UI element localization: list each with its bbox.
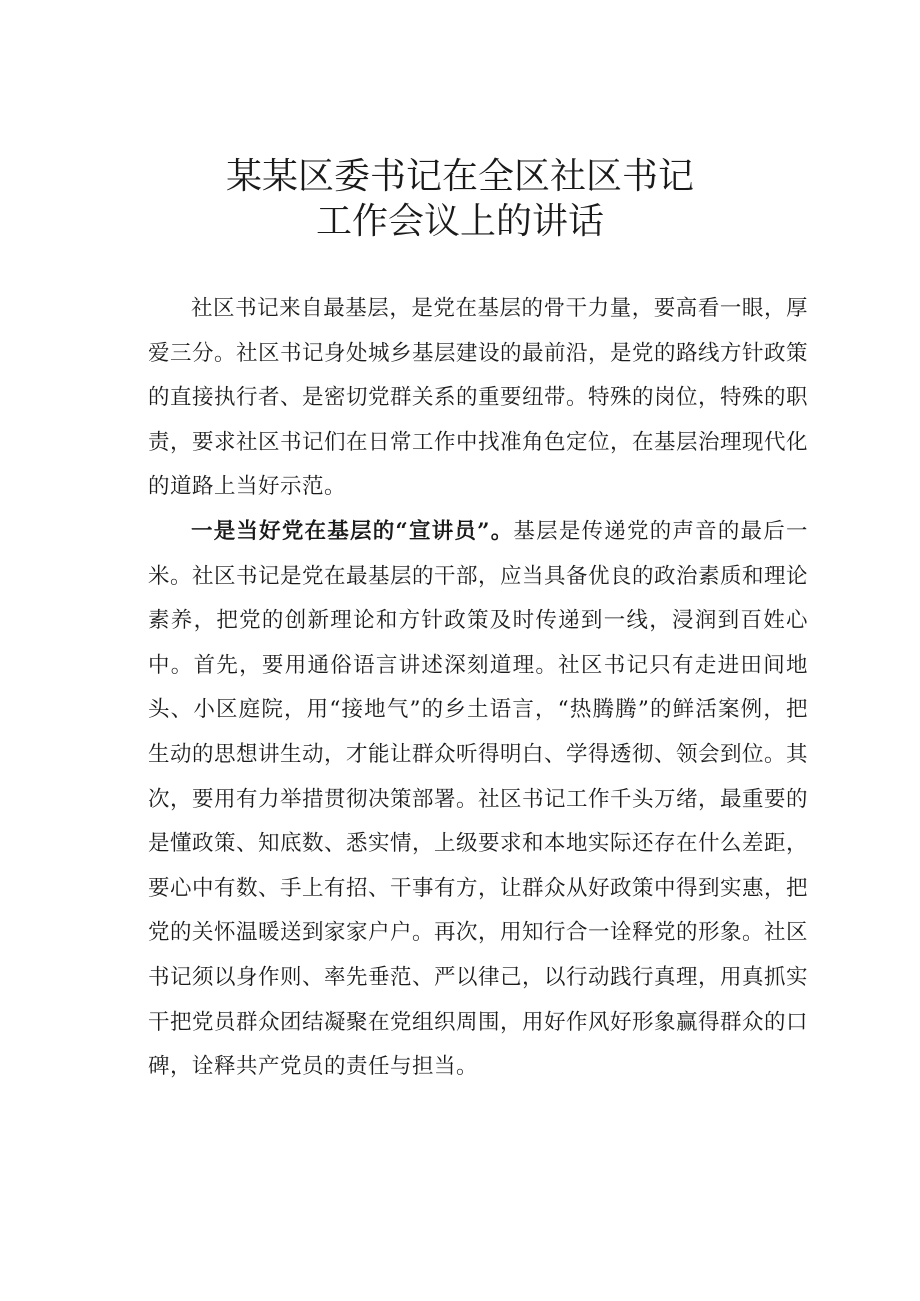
section-one-paragraph <box>148 510 808 1090</box>
section-one-heading: 一是当好党在基层的“宣讲员”。 <box>191 518 514 544</box>
document-body <box>148 287 808 1090</box>
document-title-line-1: 某某区委书记在全区社区书记 <box>225 156 694 197</box>
intro-paragraph: 社区书记来自最基层，是党在基层的骨干力量，要高看一眼，厚爱三分。社区书记身处城乡基层建设的最前沿，是党的路线方针政策的直接执行者、是密切党群关系的重要纽带。特殊的岗位，特殊的职责，要求社区书记们在日常工作中找准角色定位，在基层治理现代化的道路上当好示范。 <box>148 296 809 500</box>
document-title-line-2: 工作会议上的讲话 <box>315 201 604 242</box>
section-one-text: 基层是传递党的声音的最后一米。社区书记是党在最基层的干部，应当具备优良的政治素质和理论素养，把党的创新理论和方针政策及时传递到一线，浸润到百姓心中。首先，要用通俗语言讲述深刻道理。社区书记只有走进田间地头、小区庭院，用“接地气”的乡土语言，“热腾腾”的鲜活案例，把生动的思想讲生动，才能让群众听得明白、学得透彻、领会到位。其次，要用有力举措贯彻决策部署。社区书记工作千头万绪，最重要的是懂政策、知底数、悉实情，上级要求和本地实际还存在什么差距，要心中有数、手上有招、干事有方，让群众从好政策中得到实惠，把党的关怀温暖送到家家户户。再次，用知行合一诠释党的形象。社区书记须以身作则、率先垂范、严以律己，以行动践行真理，用真抓实干把党员群众团结凝聚在党组织周围，用好作风好形象赢得群众的口碑，诠释共产党员的责任与担当。 <box>148 518 809 1080</box>
